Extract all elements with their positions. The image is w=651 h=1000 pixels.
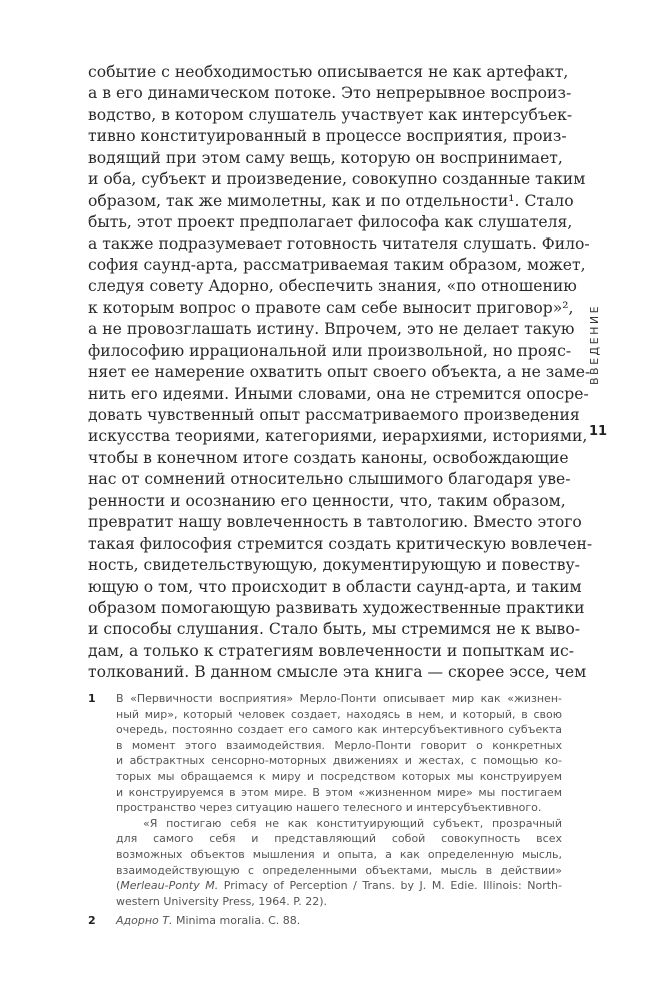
body-line: событие с необходимостью описывается не как артефакт, xyxy=(88,63,569,81)
footnote-line: western University Press, 1964. P. 22). xyxy=(116,894,327,908)
footnote-line: «Я постигаю себя не как конституирующий субъект, прозрачный xyxy=(143,816,562,830)
body-line: толкований. В данном смысле эта книга — скорее эссе, чем xyxy=(88,663,587,682)
footnote-line: возможных объектов мышления и опыта, а как определенную мысль, xyxy=(116,847,562,861)
body-line: ность, свидетельствующую, документирующую и повеству- xyxy=(88,556,580,575)
running-head: ВВЕДЕНИЕ xyxy=(588,303,601,385)
footnote-line: взаимодействующую с определенными объектами, мысль в действии» xyxy=(116,863,562,877)
body-line: искусства теориями, категориями, иерархиями, историями, xyxy=(88,427,588,446)
body-line: софия саунд-арта, рассматриваемая таким образом, может, xyxy=(88,255,586,274)
footnote-line: и конструируемся в этом мире. В этом «жизненном мире» мы постигаем xyxy=(116,785,562,799)
footnote-line: в момент этого взаимодействия. Мерло-Понти говорит о конкретных xyxy=(116,738,562,752)
body-line: водящий при этом саму вещь, которую он воспринимает, xyxy=(88,148,563,167)
body-text xyxy=(88,62,593,684)
footnote-line: торых мы обращаемся к миру и посредством которых мы конструируем xyxy=(116,769,562,783)
body-line: и оба, субъект и произведение, совокупно созданные таким xyxy=(88,170,586,189)
body-line: следуя совету Адорно, обеспечить знания, «по отношению xyxy=(88,277,577,296)
body-line: философию иррациональной или произвольной, но прояс- xyxy=(88,341,572,360)
body-line: такая философия стремится создать критическую вовлечен- xyxy=(88,534,593,553)
footnote-author: Адорно Т. xyxy=(116,914,173,928)
body-line: довать чувственный опыт рассматриваемого произведения xyxy=(88,406,580,424)
body-line: ющую о том, что происходит в области саунд-арта, и таким xyxy=(88,577,582,596)
body-line: дам, а только к стратегиям вовлеченности и попыткам ис- xyxy=(88,641,574,660)
body-line: и способы слушания. Стало быть, мы стремимся не к выво- xyxy=(88,620,580,639)
footnote-1 xyxy=(88,691,562,909)
page-number: 11 xyxy=(589,424,608,439)
body-line: а в его динамическом потоке. Это непрерывное воспроиз- xyxy=(88,84,572,103)
body-line: превратит нашу вовлеченность в тавтологию. Вместо этого xyxy=(88,513,582,532)
citation-author: Merleau-Ponty M. xyxy=(120,879,219,893)
footnote-number: 2 xyxy=(88,914,96,928)
footnote-line: ный мир», который человек создает, находясь в нем, и который, в свою xyxy=(116,707,562,721)
body-line: а не провозглашать истину. Впрочем, это не делает такую xyxy=(88,320,575,339)
footnote-line xyxy=(116,913,562,929)
footnote-line: (Merleau-Ponty M. Primacy of Perception / Trans. by J. M. Edie. Illinois: North- xyxy=(116,879,562,893)
footnotes xyxy=(88,691,562,933)
body-line: нить его идеями. Иными словами, она не стремится опосре- xyxy=(88,384,589,403)
footnote-line: и абстрактных сенсорно-моторных движениях и жестах, с помощью ко- xyxy=(116,754,562,768)
body-line: ренности и осознанию его ценности, что, таким образом, xyxy=(88,491,566,510)
body-line: к которым вопрос о правоте сам себе выносит приговор»², xyxy=(88,298,574,317)
body-line: водство, в котором слушатель участвует как интерсубъек- xyxy=(88,105,573,124)
footnote-line: В «Первичности восприятия» Мерло-Понти описывает мир как «жизнен- xyxy=(116,692,562,705)
body-line: образом помогающую развивать художественные практики xyxy=(88,598,585,617)
footnote-number: 1 xyxy=(88,692,96,705)
body-line: нас от сомнений относительно слышимого благодаря уве- xyxy=(88,470,571,489)
footnote-text: Minima moralia. С. 88. xyxy=(172,914,301,928)
citation-text: Primacy of Perception / Trans. by J. M. Edie. Illinois: North- xyxy=(218,879,562,893)
body-line: а также подразумевает готовность читателя слушать. Фило- xyxy=(88,234,590,253)
body-line: образом, так же мимолетны, как и по отдельности¹. Стало xyxy=(88,191,574,210)
footnote-2 xyxy=(88,913,562,929)
footnote-line: очередь, постоянно создает его самого как интерсубъективного субъекта xyxy=(116,723,562,737)
footnote-line: для самого себя и представляющий собой совокупность всех xyxy=(116,832,562,846)
body-line: тивно конституированный в процессе восприятия, произ- xyxy=(88,127,567,146)
body-line: чтобы в конечном итоге создать каноны, освобождающие xyxy=(88,448,569,467)
footnote-line: пространство через ситуацию нашего телесного и интерсубъективного. xyxy=(116,801,542,815)
body-line: няет ее намерение охватить опыт своего объекта, а не заме- xyxy=(88,363,591,382)
body-line: быть, этот проект предполагает философа как слушателя, xyxy=(88,213,573,232)
